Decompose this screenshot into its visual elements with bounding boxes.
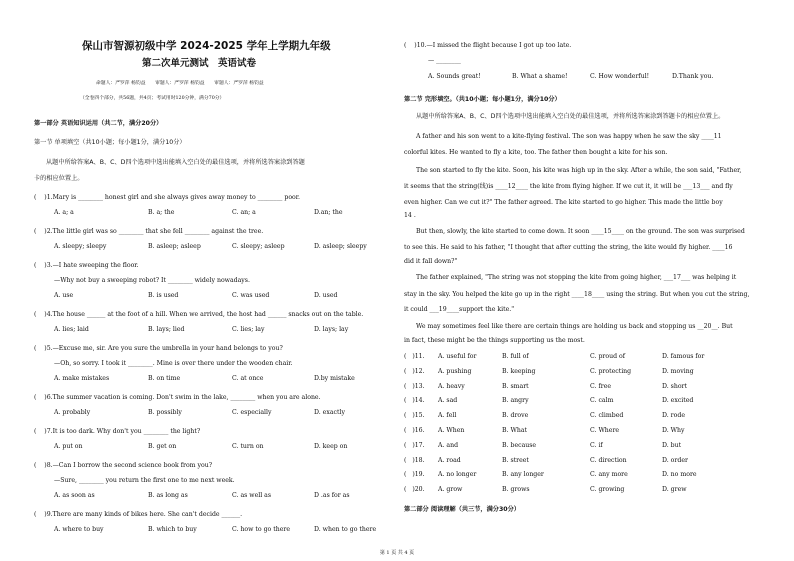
answer-option: A. sad [438, 397, 458, 405]
passage-line: We may sometimes feel like there are certain things are holding us back and stopping us __20__. But [416, 323, 733, 330]
question-stem: ( )9.There are many kinds of bikes here. She can't decide ______. [34, 511, 243, 518]
cloze-number: ( )16. [404, 427, 425, 434]
answer-option: B. What a shame! [512, 73, 568, 80]
answer-option: A. where to buy [54, 526, 104, 533]
answer-option: D.Thank you. [672, 73, 714, 80]
question-stem-cont: —Why not buy a sweeping robot? It ________ widely nowadays. [54, 277, 250, 284]
answer-option: B. is used [148, 292, 179, 299]
answer-option: B. full of [502, 353, 529, 360]
cloze-number: ( )18. [404, 456, 425, 464]
answer-option: C. growing [590, 486, 625, 494]
answer-option: D. lays; lay [314, 326, 349, 333]
answer-option: C. if [590, 441, 603, 449]
cloze-number: ( )13. [404, 382, 425, 390]
cloze-number: ( )11. [404, 353, 425, 360]
answer-option: A. no longer [438, 471, 477, 479]
answer-option: A. useful for [438, 353, 477, 360]
answer-option: A. put on [54, 443, 83, 450]
answer-option: D. asleep; sleepy [314, 243, 367, 250]
passage-line: 14 . [404, 212, 416, 219]
passage-line: did it fall down?" [404, 258, 458, 265]
answer-option: C. lies; lay [232, 326, 265, 333]
answer-option: B. which to buy [148, 526, 197, 533]
passage-line: A father and his son went to a kite-flying festival. The son was happy when he saw the sky ____11 [416, 133, 722, 140]
question-stem: ( )8.—Can I borrow the second science book from you? [34, 462, 213, 469]
answer-option: B. smart [502, 382, 529, 390]
answer-option: B. grows [502, 486, 530, 494]
answer-option: D. moving [662, 367, 694, 375]
cloze-number: ( )20. [404, 486, 425, 494]
passage-line: in fact, these might be the things supporting us the most. [404, 337, 585, 344]
passage-line: even higher. Can we cut it?" The father agreed. The kite started to go higher. This made the little boy [404, 199, 723, 206]
exam-title-line2: 第二次单元测试 英语试卷 [142, 58, 257, 69]
answer-option: A. sleepy; sleepy [54, 243, 107, 250]
cloze-instruction: 从题中所给答案A、B、C、D四个选项中选出能填入空白处的最佳选项，并将所选答案涂到答题卡的相应位置上。 [416, 113, 725, 120]
answer-option: C. free [590, 382, 612, 390]
answer-option: D. exactly [314, 409, 345, 416]
answer-option: B. get on [148, 443, 177, 450]
answer-option: C. how to go there [232, 526, 291, 533]
answer-option: D. keep on [314, 443, 348, 450]
answer-option: D. used [314, 292, 338, 299]
answer-option: C. protecting [590, 367, 632, 375]
answer-option: C. as well as [232, 492, 272, 499]
section1-instruction: 从题中所给答案A、B、C、D四个选项中选出能填入空白处的最佳选项，并将所选答案涂到答题 [46, 159, 305, 166]
answer-option: C. proud of [590, 353, 626, 360]
answer-option: B. lays; lied [148, 326, 185, 333]
answer-option: C. How wonderful! [590, 73, 650, 80]
passage-line: it seems that the string(线)is ____12____ the kite from flying higher. If we cut it, it will be ___13___ and fly [404, 183, 733, 190]
passage-line: colorful kites. He wanted to fly a kite, too. The father then bought a kite for his son. [404, 149, 668, 156]
section1-title: 第一节 单项填空（共10小题；每小题1分，满分10分） [34, 139, 186, 146]
answer-option: A. road [438, 456, 461, 464]
answer-option: A. a; a [54, 209, 74, 216]
passage-line: But then, slowly, the kite started to come down. It soon ____15____ on the ground. The son was surprised [416, 228, 745, 235]
answer-option: D. grew [662, 486, 687, 494]
answer-option: D. rode [662, 412, 685, 420]
answer-option: A. heavy [438, 382, 465, 390]
answer-option: C. sleepy; asleep [232, 243, 285, 250]
answer-option: D. no more [662, 471, 697, 479]
cloze-number: ( )17. [404, 441, 425, 449]
answer-option: B. as long as [148, 492, 188, 499]
question-stem: ( )2.The little girl was so ________ that she fell ________ against the tree. [34, 228, 264, 235]
question-stem-cont: —Oh, so sorry. I took it ________. Mine is over there under the wooden chair. [54, 360, 293, 367]
answer-option: D. short [662, 382, 688, 390]
answer-option: C. Where [590, 427, 620, 434]
answer-option: A. fell [438, 412, 457, 420]
authors-line: 命题人：严罗萍 杨钧益 审题人：严罗萍 杨钧益 审题人：严罗萍 杨钧益 [96, 81, 264, 86]
section2-title: 第二节 完形填空。（共10小题；每小题1分，满分10分） [404, 96, 561, 103]
answer-option: A. lies; laid [54, 326, 89, 333]
cloze-number: ( )15. [404, 412, 425, 420]
answer-option: C. especially [232, 409, 272, 416]
section1-instruction-cont: 卡的相应位置上。 [34, 175, 84, 182]
answer-option: A. as soon as [54, 492, 95, 499]
answer-option: B. because [502, 441, 537, 449]
answer-option: B. possibly [148, 409, 182, 416]
passage-line: The son started to fly the kite. Soon, his kite was high up in the sky. After a while, the son said, "Father, [416, 167, 742, 174]
answer-option: D. famous for [662, 353, 705, 360]
question-stem: ( )7.It is too dark. Why don't you ________ the light? [34, 428, 201, 435]
question-stem: ( )4.The house ______ at the foot of a hill. When we arrived, the host had ______ snacks out on the table. [34, 311, 364, 318]
answer-option: A. use [54, 292, 74, 299]
cloze-number: ( )14. [404, 397, 425, 405]
answer-option: B. on time [148, 375, 181, 382]
answer-option: C. at once [232, 375, 264, 382]
answer-option: C. an; a [232, 209, 256, 216]
answer-option: B. street [502, 456, 529, 464]
part2-title: 第二部分 阅读理解（共三节，满分30分） [404, 506, 520, 513]
question-stem: ( )6.The summer vacation is coming. Don't swim in the lake, ________ when you are alone. [34, 394, 321, 401]
answer-option: A. Sounds great! [428, 73, 481, 80]
answer-option: D.by mistake [314, 375, 355, 382]
q10-stem2: — ________ [428, 57, 461, 64]
answer-option: C. calm [590, 397, 614, 405]
exam-notice: （全卷四个部分，共56题，共4页；考试用时120分钟，满分70分） [80, 96, 225, 101]
page-footer: 第 1 页 共 4 页 [379, 550, 415, 556]
question-stem-cont: —Sure, ________ you return the first one to me next week. [54, 477, 235, 484]
answer-option: B. asleep; asleep [148, 243, 201, 250]
answer-option: C. direction [590, 456, 627, 464]
cloze-number: ( )12. [404, 367, 425, 375]
passage-line: it could ___19____support the kite." [404, 306, 515, 313]
answer-option: B. angry [502, 397, 529, 405]
answer-option: A. make mistakes [54, 375, 110, 382]
passage-line: stay in the sky. You helped the kite go up in the right ____18____ using the string. But when you cut the string, [404, 291, 750, 298]
answer-option: D. when to go there [314, 526, 377, 533]
answer-option: B. drove [502, 412, 529, 420]
answer-option: A. grow [438, 486, 463, 494]
answer-option: D. Why [662, 427, 685, 434]
answer-option: C. climbed [590, 412, 624, 420]
answer-option: B. What [502, 427, 528, 434]
q10-stem: ( )10.—I missed the flight because I got up too late. [404, 42, 572, 49]
answer-option: B. any longer [502, 471, 544, 479]
answer-option: A. pushing [438, 367, 472, 375]
question-stem: ( )5.—Excuse me, sir. Are you sure the umbrella in your hand belongs to you? [34, 345, 283, 352]
answer-option: A. probably [54, 409, 91, 416]
answer-option: C. any more [590, 471, 628, 479]
answer-option: D. excited [662, 397, 694, 405]
answer-option: D.an; the [314, 209, 343, 216]
answer-option: A. When [438, 427, 465, 434]
answer-option: D. order [662, 456, 688, 464]
answer-option: A. and [438, 441, 459, 449]
part1-title: 第一部分 英语知识运用（共二节，满分20分） [34, 120, 163, 127]
answer-option: C. was used [232, 292, 270, 299]
answer-option: B. a; the [148, 209, 175, 216]
answer-option: C. turn on [232, 443, 264, 450]
answer-option: D .as for as [314, 492, 350, 499]
passage-line: The father explained, "The string was not stopping the kite from going higher, ___17___ was helping it [416, 274, 737, 281]
cloze-number: ( )19. [404, 471, 425, 479]
answer-option: B. keeping [502, 367, 536, 375]
exam-title-line1: 保山市智源初级中学 2024-2025 学年上学期九年级 [82, 40, 331, 52]
question-stem: ( )3.—I hate sweeping the floor. [34, 262, 139, 269]
question-stem: ( )1.Mary is ________ honest girl and she always gives away money to ________ poor. [34, 194, 301, 201]
passage-line: to see this. He said to his father, "I thought that after cutting the string, the kite would fly higher. ____16 [404, 244, 733, 251]
answer-option: D. but [662, 441, 682, 449]
